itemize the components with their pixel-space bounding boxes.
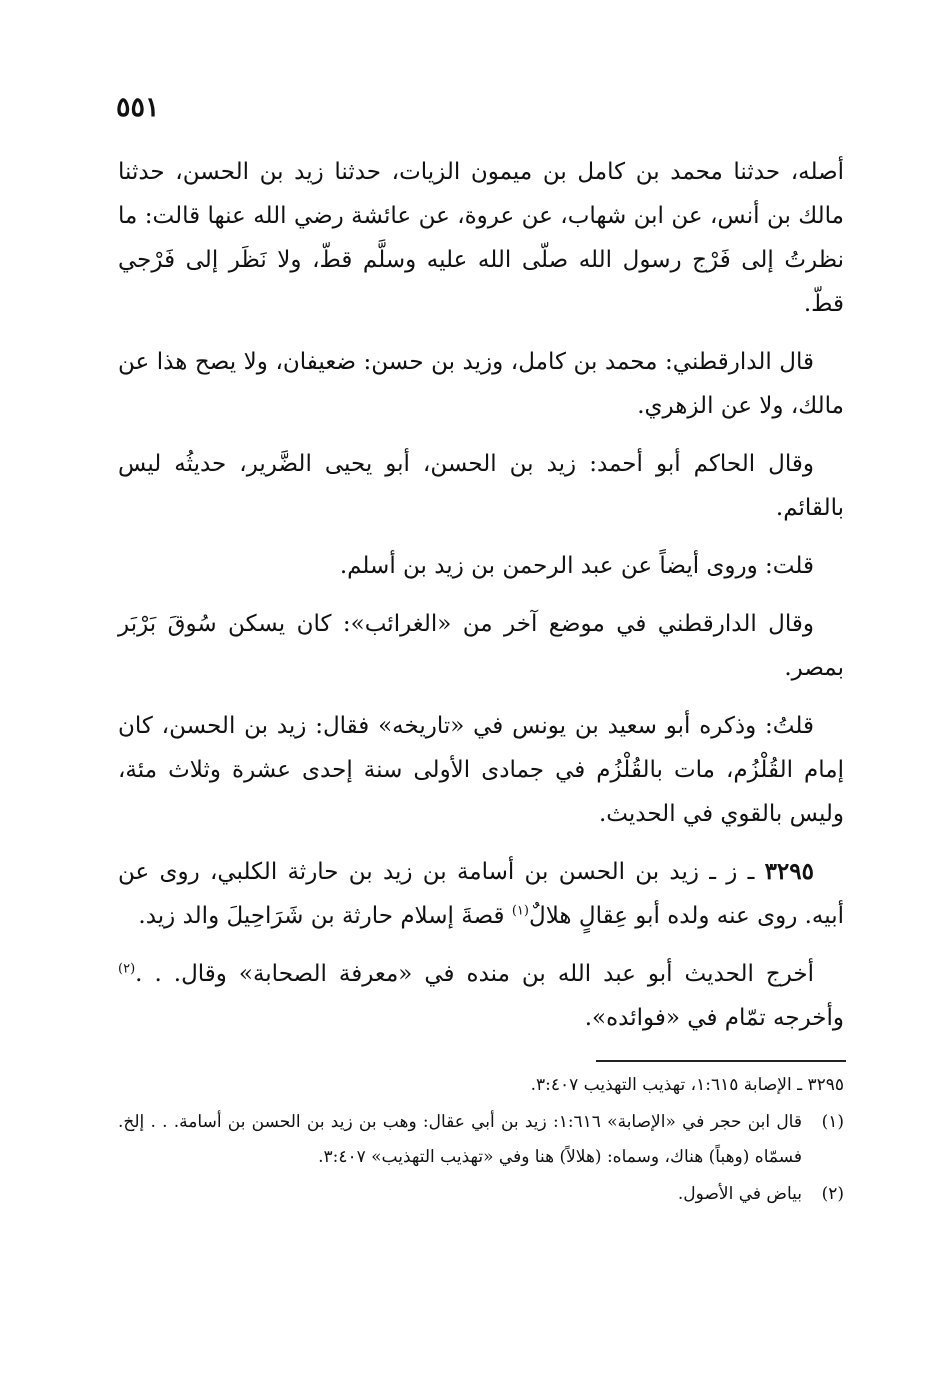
- paragraph-2: قال الدارقطني: محمد بن كامل، وزيد بن حسن: ضعيفان، ولا يصح هذا عن مالك، ولا عن الزهري.: [118, 349, 844, 419]
- footnote-ref-2: (٢): [118, 961, 136, 977]
- entry-text-end: قصةَ إسلام حارثة بن شَرَاحِيلَ والد زيد.: [138, 903, 512, 929]
- footnotes-section: [118, 1068, 844, 1214]
- paragraph-3: وقال الحاكم أبو أحمد: زيد بن الحسن، أبو يحيى الضَّرير، حديثُه ليس بالقائم.: [118, 451, 844, 521]
- entry-number: ٣٢٩٥: [764, 858, 814, 885]
- paragraph-4: قلت: وروى أيضاً عن عبد الرحمن بن زيد بن أسلم.: [339, 553, 814, 579]
- entry-paragraph: [118, 850, 844, 938]
- footnote-1-number: (١): [821, 1112, 844, 1132]
- paragraph-5: وقال الدارقطني في موضع آخر من «الغرائب»: كان يسكن سُوقَ بَرْبَر بمصر.: [118, 611, 844, 681]
- footnote-2-number: (٢): [821, 1184, 844, 1204]
- page-number: ٥٥١: [116, 92, 160, 123]
- footnote-ref-1: (١): [511, 903, 529, 919]
- footnote-2: [118, 1177, 844, 1212]
- paragraph-6: قلتُ: وذكره أبو سعيد بن يونس في «تاريخه» فقال: زيد بن الحسن، كان إمام القُلْزُم، مات بالقُلْزُم في جمادى الأولى سنة إحدى عشرة وثلاث مئة، وليس بالقوي في الحديث.: [118, 713, 844, 827]
- footnote-1-text: قال ابن حجر في «الإصابة» ١:٦١٦: زيد بن أبي عقال: وهب بن زيد بن الحسن بن أسامة. . . إلخ. فسمّاه (وهباً) هناك، وسماه: (هلالاً) هنا وفي «تهذيب التهذيب» ٣:٤٠٧.: [118, 1112, 802, 1167]
- main-text: [118, 150, 844, 1054]
- closing-text-end: وأخرجه تمّام في «فوائده».: [584, 1005, 844, 1031]
- closing-text-start: أخرج الحديث أبو عبد الله بن منده في «معرفة الصحابة» وقال. . .: [135, 961, 814, 987]
- footnote-divider: [596, 1060, 846, 1062]
- entry-text-start: ـ ز ـ زيد بن الحسن بن أسامة بن زيد بن حارثة الكلبي، روى عن أبيه. روى عنه ولده أبو عِقالٍ هلالٌ: [118, 859, 844, 929]
- paragraph-1: أصله، حدثنا محمد بن كامل بن ميمون الزيات، حدثنا زيد بن الحسن، حدثنا مالك بن أنس، عن ابن شهاب، عن عروة، عن عائشة رضي الله عنها قالت: ما نظرتُ إلى فَرْج رسول الله صلّى الله عليه وسلَّم قطّ، ولا نَظَر إلى فَرْجي قطّ.: [118, 159, 844, 317]
- footnote-2-text: بياض في الأصول.: [677, 1184, 802, 1204]
- closing-paragraph: [118, 952, 844, 1040]
- footnote-sources: ٣٢٩٥ ـ الإصابة ١:٦١٥، تهذيب التهذيب ٣:٤٠٧.: [530, 1075, 844, 1095]
- footnote-1: [118, 1105, 844, 1175]
